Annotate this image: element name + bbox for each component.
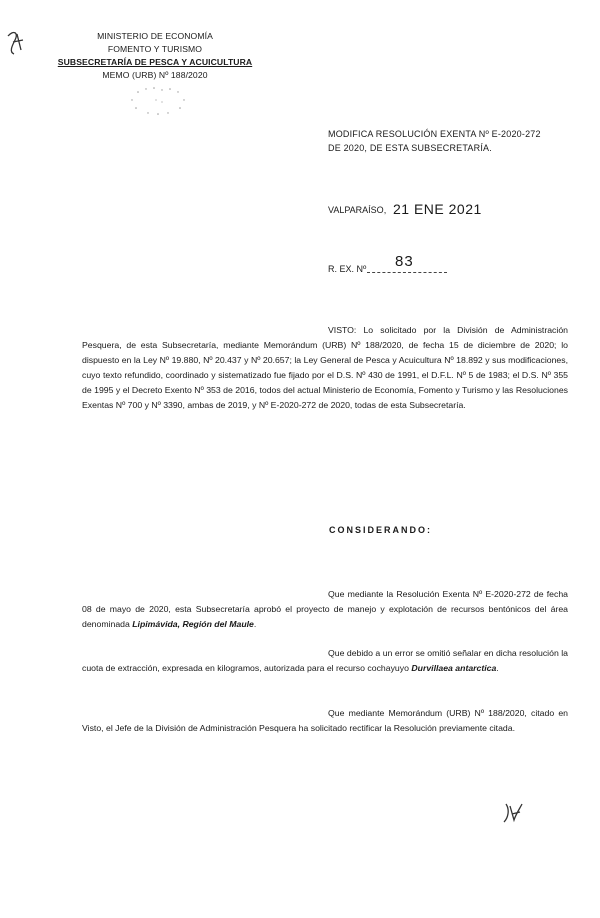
handwritten-initial-icon (5, 28, 27, 58)
visto-paragraph: VISTO: Lo solicitado por la División de Administración Pesquera, de esta Subsecretaría, mediante Memorándum (URB) Nº 188/2020, de fecha 15 de diciembre de 2020; lo dispuesto en la Ley Nº 19.880, Nº 20.437 y Nº 20.657; la Ley General de Pesca y Acuicultura Nº 18.892 y sus modificaciones, cuyo texto refundido, coordinado y sistematizado fue fijado por el D.S. Nº 430 de 1991, el D.F.L. Nº 5 de 1983; el D.S. Nº 355 de 1995 y el Decreto Exento Nº 353 de 2016, todos del actual Ministerio de Economía, Fomento y Turismo y las Resoluciones Exentas Nº 700 y Nº 3390, ambas de 2019, y Nº E-2020-272 de 2020, todas de esta Subsecretaría. (82, 325, 568, 410)
ministry-subname: FOMENTO Y TURISMO (107, 44, 203, 54)
considerando-paragraph-1: Que mediante la Resolución Exenta Nº E-2020-272 de fecha 08 de mayo de 2020, esta Subsecretaría aprobó el proyecto de manejo y explotación de recursos bentónicos del área denominada Lipimávida, Región del Maule. (82, 589, 568, 629)
memo-reference: MEMO (URB) Nº 188/2020 (102, 70, 208, 80)
area-name: Lipimávida, Región del Maule (132, 619, 254, 629)
subject-line-1: MODIFICA RESOLUCIÓN EXENTA Nº E-2020-272 (328, 129, 541, 139)
rex-label: R. EX. Nº (328, 264, 367, 274)
subsecretary-name: SUBSECRETARÍA DE PESCA Y ACUICULTURA (57, 57, 253, 67)
ministry-name: MINISTERIO DE ECONOMÍA (97, 31, 213, 41)
species-name: Durvillaea antarctica (411, 663, 497, 673)
rex-number: 83 (395, 253, 414, 270)
handwritten-initial-icon (500, 800, 526, 826)
faint-stamp-icon (118, 80, 218, 120)
considerando-heading: CONSIDERANDO: (329, 525, 433, 535)
subject-line-2: DE 2020, DE ESTA SUBSECRETARÍA. (328, 143, 492, 153)
date-stamp: 21 ENE 2021 (393, 201, 482, 217)
considerando-paragraph-3: Que mediante Memorándum (URB) Nº 188/2020, citado en Visto, el Jefe de la División de Administración Pesquera ha solicitado rectificar la Resolución previamente citada. (82, 708, 568, 733)
resolution-subject (328, 127, 568, 155)
date-label: VALPARAÍSO, (328, 205, 387, 215)
considerando-paragraph-2: Que debido a un error se omitió señalar en dicha resolución la cuota de extracción, expresada en kilogramos, autorizada para el recurso cochayuyo Durvillaea antarctica. (82, 648, 568, 673)
rex-number-line (367, 272, 447, 273)
